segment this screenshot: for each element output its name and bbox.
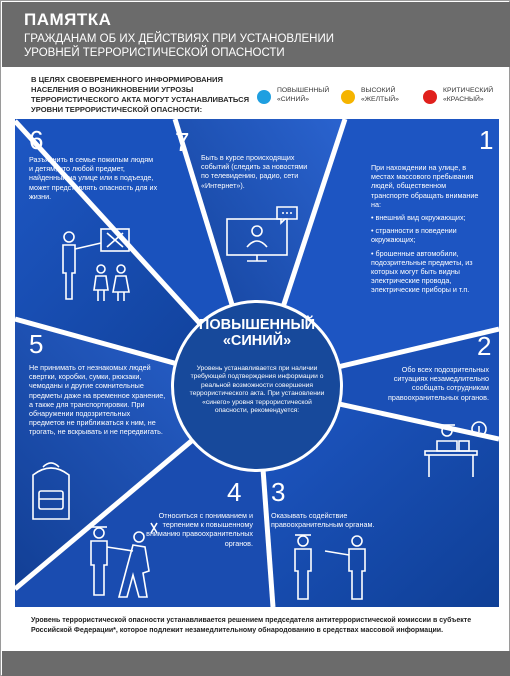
list-item: • внешний вид окружающих; bbox=[371, 213, 485, 222]
level-description: Уровень устанавливается при наличии требующей подтверждения информации о реальной возможности совершения террористического акта. При установлении «синего» уровня террористической опасности, рекомендуется: bbox=[189, 365, 325, 415]
intro-text: В ЦЕЛЯХ СВОЕВРЕМЕННОГО ИНФОРМИРОВАНИЯ НАСЕЛЕНИЯ О ВОЗНИКНОВЕНИИ УГРОЗЫ ТЕРРОРИСТИЧЕСКОГО АКТА МОГУТ УСТАНАВЛИВАТЬСЯ УРОВНИ ТЕРРОРИСТИЧЕСКОЙ ОПАСНОСТИ: bbox=[31, 75, 250, 114]
section-5-number: 5 bbox=[29, 329, 44, 359]
section-1-intro: При нахождении на улице, в местах массового пребывания людей, общественном транспорте обращать внимание на: bbox=[371, 163, 479, 209]
level-label: ВЫСОКИЙ «ЖЕЛТЫЙ» bbox=[361, 87, 399, 103]
page-subtitle: ГРАЖДАНАМ ОБ ИХ ДЕЙСТВИЯХ ПРИ УСТАНОВЛЕНИИ УРОВНЕЙ ТЕРРОРИСТИЧЕСКОЙ ОПАСНОСТИ bbox=[24, 33, 335, 59]
list-item: • брошенные автомобили, подозрительные предметы, из которых могут быть видны электрические провода, электрические приборы и т.п. bbox=[371, 249, 485, 295]
section-7-text: Быть в курсе происходящих событий (следить за новостями по телевидению, радио, сети «Интернет»). bbox=[201, 153, 308, 190]
level-blue bbox=[257, 87, 332, 104]
cooperating-police-icon bbox=[283, 531, 393, 603]
section-6-number: 6 bbox=[29, 125, 44, 155]
blue-dot-icon bbox=[257, 90, 271, 104]
section-5-text: Не принимать от незнакомых людей свертки, коробки, сумки, рюкзаки, чемоданы и другие сомнительные предметы даже на временное хранение, а также для транспортировки. При обнаружении подозрительных предметов не приближаться к ним, не трогать, не вскрывать и не передвигать. bbox=[29, 363, 166, 437]
section-1-text bbox=[371, 163, 485, 299]
section-1-list bbox=[371, 213, 485, 295]
level-label: КРИТИЧЕСКИЙ «КРАСНЫЙ» bbox=[443, 87, 494, 103]
yellow-dot-icon bbox=[341, 90, 355, 104]
section-2-text: Обо всех подозрительных ситуациях незамедлительно сообщать сотрудникам правоохранительных органов. bbox=[388, 365, 489, 402]
bottom-bar bbox=[2, 651, 510, 676]
center-circle bbox=[171, 300, 343, 472]
level-label: ПОВЫШЕННЫЙ «СИНИЙ» bbox=[277, 87, 330, 103]
level-title: ПОВЫШЕННЫЙ «СИНИЙ» bbox=[198, 317, 316, 349]
section-6-text: Разъяснить в семье пожилым людям и детям, что любой предмет, найденный на улице или в подъезде, может представлять опасность для их жизни. bbox=[29, 155, 158, 201]
header bbox=[2, 2, 510, 67]
list-item: • странности в поведении окружающих; bbox=[371, 226, 485, 244]
backpack-icon bbox=[23, 457, 79, 527]
levels-legend bbox=[257, 87, 502, 117]
police-check-icon bbox=[81, 519, 171, 603]
police-office-icon bbox=[415, 419, 495, 479]
section-7-number: 7 bbox=[175, 127, 190, 157]
section-4-number: 4 bbox=[227, 477, 242, 507]
family-warning-icon bbox=[57, 221, 147, 309]
section-3-number: 3 bbox=[271, 477, 286, 507]
main-panel bbox=[15, 119, 499, 607]
page-title: ПАМЯТКА bbox=[24, 10, 112, 29]
red-dot-icon bbox=[423, 90, 437, 104]
tv-news-icon bbox=[221, 205, 301, 265]
level-red bbox=[423, 87, 498, 104]
level-yellow bbox=[341, 87, 416, 104]
section-1-number: 1 bbox=[479, 125, 494, 155]
section-3-text: Оказывать содействие правоохранительным органам. bbox=[271, 511, 375, 530]
section-2-number: 2 bbox=[477, 331, 492, 361]
footer-note: Уровень террористической опасности устанавливается решением председателя антитеррористической комиссии в субъекте Российской Федерации*, которое подлежит незамедлительному обнародованию в средствах массовой информации. bbox=[31, 617, 472, 634]
section-4-text: Относиться с пониманием и терпением к повышенному вниманию правоохранительных органов. bbox=[146, 511, 253, 548]
